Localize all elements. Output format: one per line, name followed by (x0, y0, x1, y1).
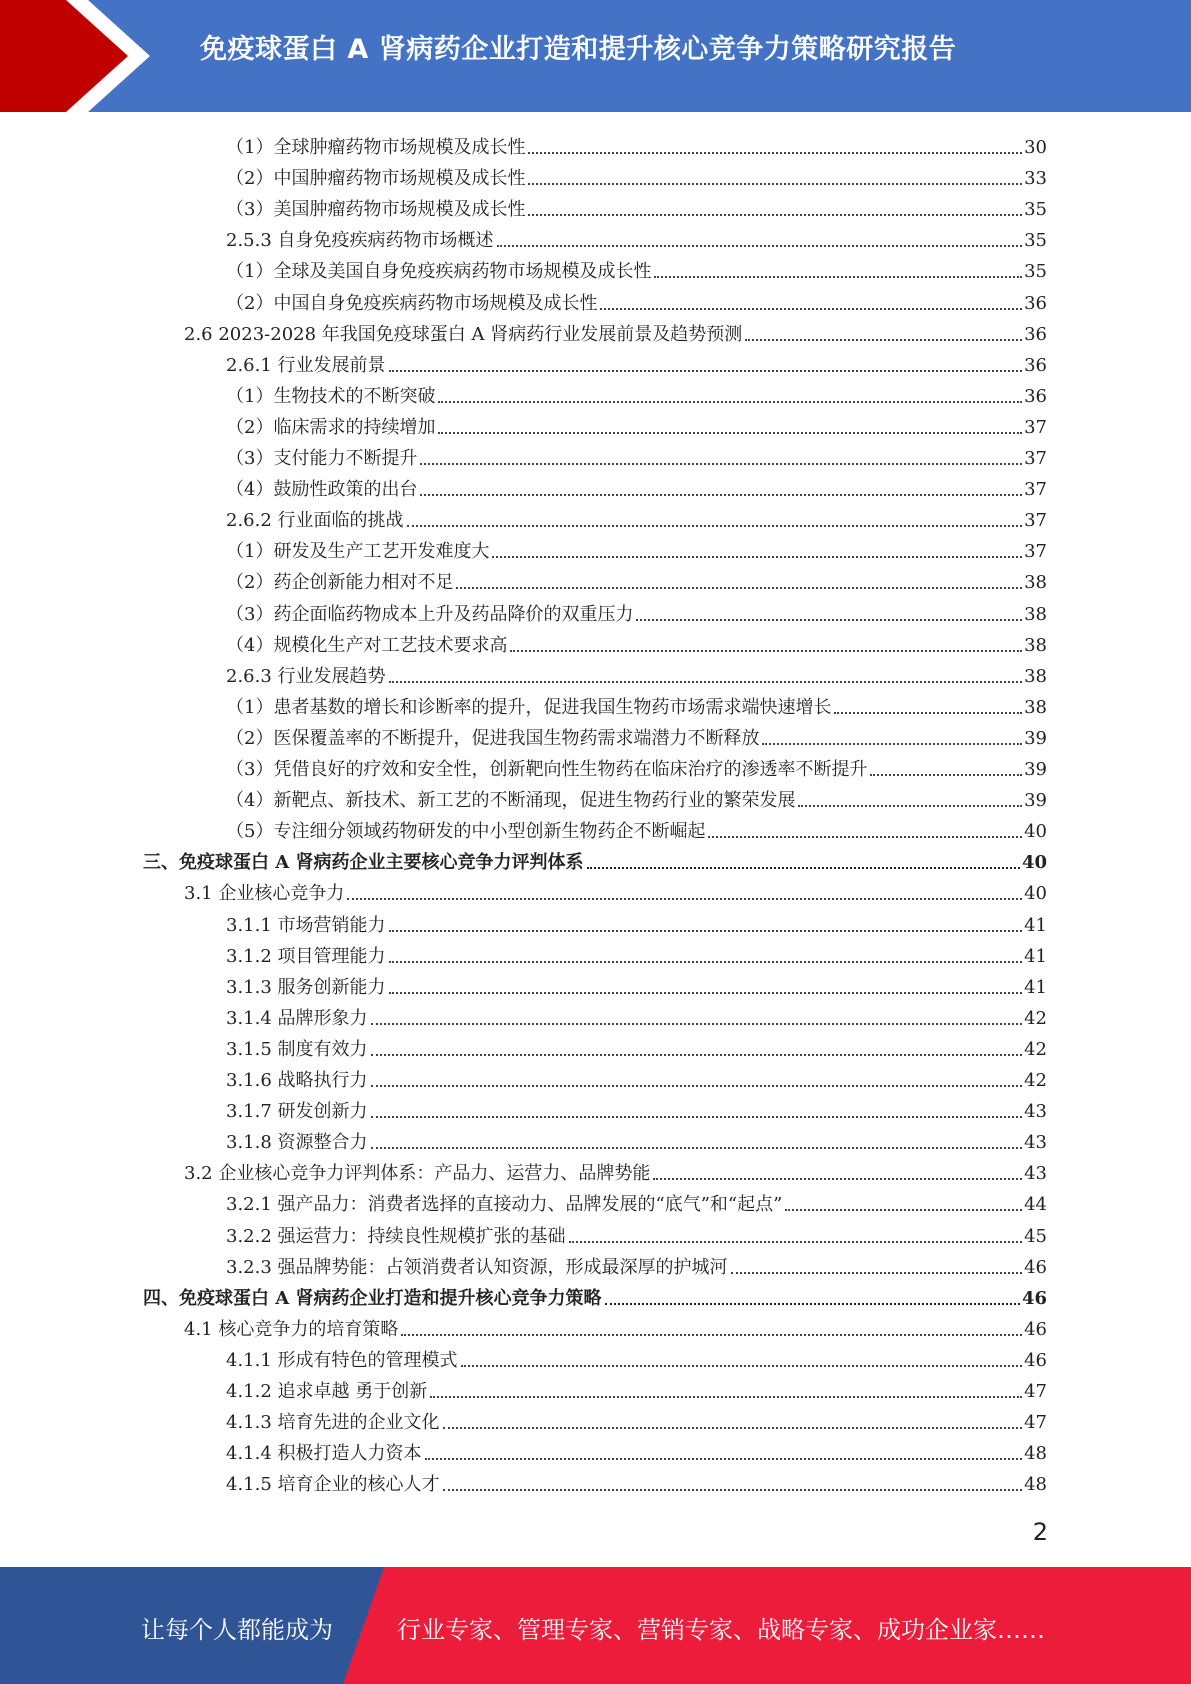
toc-entry-title: （2）药企创新能力相对不足 (226, 572, 454, 593)
toc-entry-title: 3.2.3 强品牌势能：占领消费者认知资源，形成最深厚的护城河 (226, 1257, 728, 1278)
toc-entry[interactable] (226, 719, 1047, 750)
toc-dot-leader (371, 1116, 1023, 1118)
toc-dot-leader (407, 525, 1023, 527)
toc-entry[interactable] (143, 843, 1047, 874)
toc-entry-title: 2.6.1 行业发展前景 (226, 355, 386, 376)
toc-dot-leader (389, 681, 1023, 683)
toc-entry-title: （4）鼓励性政策的出台 (226, 479, 418, 500)
toc-entry-page: 37 (1024, 448, 1047, 469)
toc-dot-leader (528, 152, 1022, 154)
toc-entry-title: 3.1.2 项目管理能力 (226, 946, 386, 967)
toc-dot-leader (731, 1272, 1023, 1274)
toc-entry-page: 35 (1024, 261, 1047, 282)
toc-entry-title: 4.1.1 形成有特色的管理模式 (226, 1350, 458, 1371)
toc-entry-title: （3）凭借良好的疗效和安全性，创新靶向性生物药在临床治疗的渗透率不断提升 (226, 759, 868, 780)
toc-entry-title: （2）医保覆盖率的不断提升，促进我国生物药需求端潜力不断释放 (226, 728, 760, 749)
toc-entry[interactable] (226, 906, 1047, 937)
toc-entry-page: 40 (1021, 852, 1047, 873)
toc-dot-leader (389, 992, 1023, 994)
toc-entry-title: 2.6.2 行业面临的挑战 (226, 510, 404, 531)
toc-dot-leader (587, 867, 1020, 869)
toc-entry-page: 48 (1024, 1443, 1047, 1464)
toc-entry[interactable] (226, 1030, 1047, 1061)
toc-entry-page: 42 (1024, 1039, 1047, 1060)
toc-entry-title: （1）全球及美国自身免疫疾病药物市场规模及成长性 (226, 261, 652, 282)
toc-entry-title: 3.1.3 服务创新能力 (226, 977, 386, 998)
toc-entry[interactable] (226, 1341, 1047, 1372)
toc-dot-leader (371, 1147, 1023, 1149)
toc-entry[interactable] (226, 501, 1047, 532)
toc-dot-leader (834, 712, 1022, 714)
toc-dot-leader (798, 805, 1022, 807)
toc-dot-leader (425, 1458, 1023, 1460)
toc-entry-page: 44 (1024, 1194, 1047, 1215)
toc-entry-title: （1）生物技术的不断突破 (226, 386, 436, 407)
toc-entry-title: （3）美国肿瘤药物市场规模及成长性 (226, 199, 526, 220)
toc-entry-page: 43 (1024, 1132, 1047, 1153)
toc-entry-page: 43 (1024, 1163, 1047, 1184)
toc-entry[interactable] (226, 750, 1047, 781)
toc-dot-leader (528, 214, 1022, 216)
toc-entry-page: 41 (1024, 915, 1047, 936)
toc-entry-title: 3.1.5 制度有效力 (226, 1039, 368, 1060)
toc-entry-page: 36 (1024, 324, 1047, 345)
toc-entry[interactable] (226, 1061, 1047, 1092)
toc-entry-page: 33 (1024, 168, 1047, 189)
toc-dot-leader (600, 308, 1022, 310)
toc-dot-leader (870, 774, 1022, 776)
toc-dot-leader (443, 1489, 1023, 1491)
toc-entry-title: 3.2.1 强产品力：消费者选择的直接动力、品牌发展的“底气”和“起点” (226, 1194, 783, 1215)
toc-entry[interactable] (184, 315, 1047, 346)
toc-entry-title: 3.2 企业核心竞争力评判体系：产品力、运营力、品牌势能 (184, 1163, 651, 1184)
toc-entry[interactable] (226, 470, 1047, 501)
toc-entry-page: 41 (1024, 977, 1047, 998)
toc-entry-page: 30 (1024, 137, 1047, 158)
toc-dot-leader (461, 1365, 1023, 1367)
toc-dot-leader (492, 556, 1022, 558)
toc-dot-leader (430, 1396, 1022, 1398)
toc-entry[interactable] (226, 1217, 1047, 1248)
toc-entry[interactable] (226, 968, 1047, 999)
toc-entry[interactable] (226, 563, 1047, 594)
toc-entry-page: 36 (1024, 293, 1047, 314)
toc-entry[interactable] (226, 1248, 1047, 1279)
toc-entry[interactable] (226, 1465, 1047, 1496)
toc-entry[interactable] (226, 999, 1047, 1030)
toc-entry[interactable] (226, 1372, 1047, 1403)
toc-dot-leader (636, 619, 1022, 621)
toc-entry-title: 4.1 核心竞争力的培育策略 (184, 1319, 399, 1340)
toc-dot-leader (371, 1054, 1023, 1056)
toc-entry-page: 36 (1024, 355, 1047, 376)
toc-entry-title: 2.6.3 行业发展趋势 (226, 666, 386, 687)
toc-entry-title: （3）药企面临药物成本上升及药品降价的双重压力 (226, 604, 634, 625)
toc-entry[interactable] (226, 657, 1047, 688)
toc-entry[interactable] (184, 874, 1047, 905)
toc-entry-title: 2.6 2023-2028 年我国免疫球蛋白 A 肾病药行业发展前景及趋势预测 (184, 324, 743, 345)
toc-dot-leader (401, 1334, 1022, 1336)
toc-entry[interactable] (226, 688, 1047, 719)
toc-entry[interactable] (226, 190, 1047, 221)
page-header (0, 0, 1191, 112)
toc-entry-page: 38 (1024, 635, 1047, 656)
toc-entry[interactable] (226, 781, 1047, 812)
toc-dot-leader (389, 370, 1023, 372)
toc-entry[interactable] (226, 1403, 1047, 1434)
toc-entry-title: （2）临床需求的持续增加 (226, 417, 436, 438)
toc-entry-title: （3）支付能力不断提升 (226, 448, 418, 469)
toc-entry-page: 42 (1024, 1008, 1047, 1029)
toc-entry[interactable] (226, 221, 1047, 252)
toc-entry-page: 46 (1024, 1257, 1047, 1278)
toc-entry-title: 三、免疫球蛋白 A 肾病药企业主要核心竞争力评判体系 (143, 852, 584, 873)
toc-dot-leader (456, 587, 1022, 589)
toc-entry[interactable] (226, 159, 1047, 190)
toc-dot-leader (745, 339, 1022, 341)
toc-entry-page: 48 (1024, 1474, 1047, 1495)
toc-entry-page: 40 (1024, 821, 1047, 842)
toc-dot-leader (653, 1178, 1022, 1180)
toc-dot-leader (371, 1023, 1023, 1025)
report-title: 免疫球蛋白 A 肾病药企业打造和提升核心竞争力策略研究报告 (200, 34, 957, 65)
toc-entry[interactable] (226, 937, 1047, 968)
toc-entry-title: 3.2.2 强运营力：持续良性规模扩张的基础 (226, 1226, 566, 1247)
toc-entry[interactable] (226, 812, 1047, 843)
toc-entry-page: 46 (1024, 1350, 1047, 1371)
toc-dot-leader (528, 183, 1022, 185)
toc-dot-leader (605, 1303, 1020, 1305)
toc-entry[interactable] (143, 1279, 1047, 1310)
toc-entry-title: 2.5.3 自身免疫疾病药物市场概述 (226, 230, 494, 251)
toc-entry-page: 35 (1024, 199, 1047, 220)
toc-entry-title: 四、免疫球蛋白 A 肾病药企业打造和提升核心竞争力策略 (143, 1288, 602, 1309)
toc-entry-title: （5）专注细分领域药物研发的中小型创新生物药企不断崛起 (226, 821, 706, 842)
page-number: 2 (1032, 1518, 1048, 1546)
toc-entry[interactable] (226, 128, 1047, 159)
toc-entry-title: （4）新靶点、新技术、新工艺的不断涌现，促进生物药行业的繁荣发展 (226, 790, 796, 811)
toc-entry-page: 39 (1024, 728, 1047, 749)
toc-entry-title: （2）中国肿瘤药物市场规模及成长性 (226, 168, 526, 189)
toc-dot-leader (785, 1209, 1022, 1211)
toc-dot-leader (510, 650, 1022, 652)
toc-entry-title: 4.1.5 培育企业的核心人才 (226, 1474, 440, 1495)
toc-dot-leader (371, 1085, 1023, 1087)
toc-dot-leader (708, 836, 1022, 838)
toc-entry-page: 38 (1024, 697, 1047, 718)
toc-entry[interactable] (226, 595, 1047, 626)
toc-entry-title: （2）中国自身免疫疾病药物市场规模及成长性 (226, 293, 598, 314)
toc-dot-leader (443, 1427, 1023, 1429)
toc-dot-leader (389, 961, 1023, 963)
toc-entry-title: 3.1.4 品牌形象力 (226, 1008, 368, 1029)
toc-dot-leader (347, 898, 1022, 900)
toc-entry-page: 37 (1024, 417, 1047, 438)
toc-dot-leader (420, 494, 1022, 496)
toc-entry-page: 47 (1024, 1412, 1047, 1433)
toc-entry-page: 37 (1024, 479, 1047, 500)
toc-entry[interactable] (226, 1185, 1047, 1216)
toc-entry-title: 4.1.3 培育先进的企业文化 (226, 1412, 440, 1433)
toc-entry-page: 41 (1024, 946, 1047, 967)
toc-dot-leader (438, 401, 1022, 403)
toc-entry[interactable] (184, 1310, 1047, 1341)
toc-entry-page: 38 (1024, 572, 1047, 593)
toc-entry[interactable] (226, 1434, 1047, 1465)
toc-entry-page: 38 (1024, 604, 1047, 625)
toc-entry-page: 40 (1024, 883, 1047, 904)
toc-entry-page: 45 (1024, 1226, 1047, 1247)
toc-entry-page: 39 (1024, 759, 1047, 780)
toc-entry[interactable] (226, 346, 1047, 377)
toc-dot-leader (438, 432, 1022, 434)
toc-entry-page: 36 (1024, 386, 1047, 407)
toc-dot-leader (497, 245, 1023, 247)
toc-dot-leader (420, 463, 1022, 465)
toc-entry-title: 3.1.6 战略执行力 (226, 1070, 368, 1091)
toc-dot-leader (654, 276, 1022, 278)
toc-entry-page: 43 (1024, 1101, 1047, 1122)
toc-entry-title: 4.1.2 追求卓越 勇于创新 (226, 1381, 428, 1402)
toc-entry-title: 3.1.7 研发创新力 (226, 1101, 368, 1122)
toc-entry[interactable] (184, 1154, 1047, 1185)
footer-slogan-right: 行业专家、管理专家、营销专家、战略专家、成功企业家…… (397, 1616, 1045, 1644)
toc-entry-page: 37 (1024, 510, 1047, 531)
toc-entry[interactable] (226, 532, 1047, 563)
toc-dot-leader (569, 1241, 1023, 1243)
toc-entry[interactable] (226, 408, 1047, 439)
toc-entry-page: 37 (1024, 541, 1047, 562)
toc-entry-page: 46 (1021, 1288, 1047, 1309)
toc-entry[interactable] (226, 377, 1047, 408)
page-footer (0, 1567, 1191, 1684)
toc-entry-page: 38 (1024, 666, 1047, 687)
toc-entry-page: 47 (1024, 1381, 1047, 1402)
toc-entry-page: 42 (1024, 1070, 1047, 1091)
toc-entry-title: 3.1.1 市场营销能力 (226, 915, 386, 936)
toc-entry-page: 35 (1024, 230, 1047, 251)
toc-entry-title: 3.1 企业核心竞争力 (184, 883, 345, 904)
toc-entry-title: （4）规模化生产对工艺技术要求高 (226, 635, 508, 656)
toc-entry[interactable] (226, 252, 1047, 283)
toc-entry-title: （1）患者基数的增长和诊断率的提升，促进我国生物药市场需求端快速增长 (226, 697, 832, 718)
toc-entry-title: 3.1.8 资源整合力 (226, 1132, 368, 1153)
toc-dot-leader (762, 743, 1022, 745)
toc-entry-title: 4.1.4 积极打造人力资本 (226, 1443, 422, 1464)
toc-entry-title: （1）全球肿瘤药物市场规模及成长性 (226, 137, 526, 158)
toc-entry-page: 46 (1024, 1319, 1047, 1340)
toc-entry[interactable] (226, 1092, 1047, 1123)
toc-entry[interactable] (226, 626, 1047, 657)
toc-entry[interactable] (226, 439, 1047, 470)
toc-entry-title: （1）研发及生产工艺开发难度大 (226, 541, 490, 562)
toc-entry-page: 39 (1024, 790, 1047, 811)
toc-dot-leader (389, 930, 1023, 932)
toc-entry[interactable] (226, 1123, 1047, 1154)
toc-entry[interactable] (226, 284, 1047, 315)
footer-slogan-left: 让每个人都能成为 (141, 1616, 333, 1644)
